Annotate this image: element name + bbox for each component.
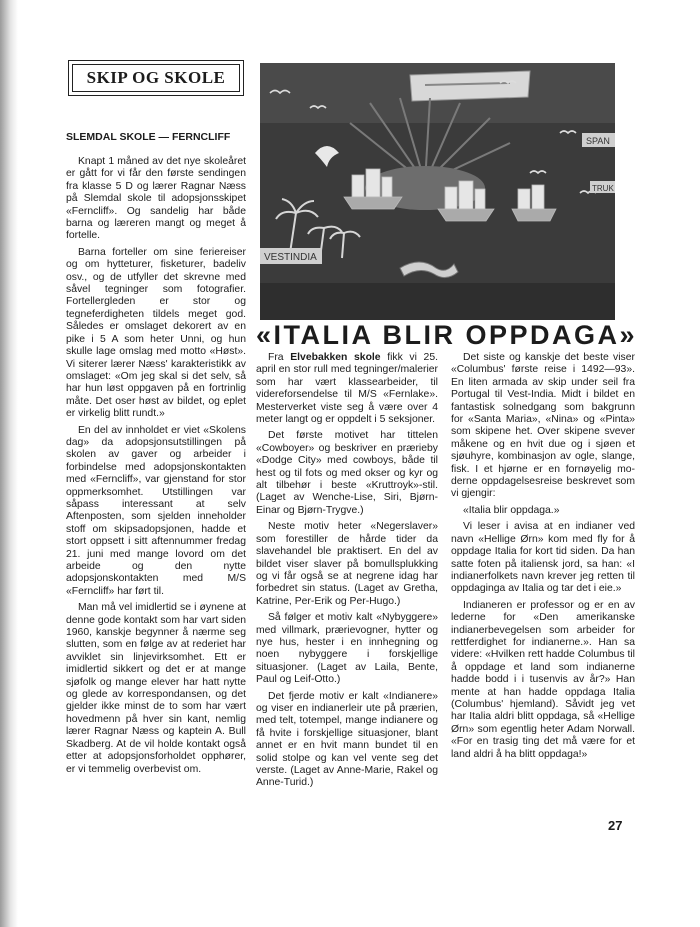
section-title: SKIP OG SKOLE (72, 64, 240, 92)
paragraph: Man må vel imidlertid se i øynene at denne gode kontakt som har vart siden 1960, kanskje begynner å nærme seg slutten, som en følge av at rederiet har avviklet sin linjevirksomhet. Ett er imidlertid sikkert og det er at mange sjøfolk og mange elever har hatt nytte og glede av korrespondansen, og det gjelder ikke minst de to som har vært hovedmenn på hver sin kant, nemlig lærer Ragnar Næss og kaptein A. Bull Skadberg. At de vil holde kontakt også etter at adopsjonsforholdet opphører, er vi temmelig overbevist om. (66, 602, 246, 775)
paragraph: Barna forteller om sine feriereiser og om hytteturer, fisketurer, badeliv osv., og de utfyller det skrevne med såvel tegninger som fotografier. Fortellergleden er stor og tegneferdigheten tildels meget god. Således er omslaget dekorert av en pike i 5 A som heter Unni, og hun skulle lage omslag med motto «Høst». Vi siterer lærer Næss' karakteristikk av omslaget: «Om jeg skal si det selv, så har hun løst oppgaven på en fortrinlig måte. Det oser høst av bildet, og eplet er virkelig blitt rundt.» (66, 246, 246, 420)
page-edge-shadow (0, 0, 18, 927)
article-italia-col2 (256, 352, 438, 794)
section-header-box (68, 60, 244, 96)
paragraph: Det fjerde motiv er kalt «Indianere» og viser en indianerleir ute på prærien, med telt, totempel, mange indianere og få hvite i forskjellige situasjoner, blant annet er en hvit mann bundet til en solid stolpe og kan vel vente seg det verste. (Laget av Anne-Marie, Rakel og Anne-Turid.) (256, 690, 438, 789)
painting-photo (260, 63, 615, 320)
paragraph: Indianeren er professor og er en av lederne for «Den amerikanske indianerbevegelsen som arbeider for rettferdighet for indianerne.». Han sa videre: «Hvilken rett hadde Columbus til å oppdage et land som indianerne hadde bodd i i tusenvis av år?» Han mente at han hadde oppdaga Italia (Columbus' hjemland). Såvidt jeg vet har Italia aldri blitt oppdaga, så «Hellige Ørn» som egentlig heter Adam Norwall. «For en trasig ting det må være for et land aldri å ha blitt oppdaga!» (451, 599, 635, 760)
paragraph: Knapt 1 måned av det nye skoleåret er gått for vi får den første sendingen fra klasse 5 D og lærer Ragnar Næss på Slemdal skole til adopsjonsskipet «Ferncliff». Og sandelig har både barna og læreren mangt og meget å fortelle. (66, 156, 246, 242)
lead-paragraph (256, 352, 438, 426)
paragraph: Neste motiv heter «Negerslaver» som forestiller de hårde tider da slavehandel ble praktisert. En del av bildet viser slaver på bomullsplukking og vi får også se at negrene idag har forbedret sin status. (Laget av Gretha, Katrine, Per-Erik og Per-Hugo.) (256, 521, 438, 607)
columbus-painting-image (260, 63, 615, 320)
painting-banner-text: VESTINDIA (264, 252, 317, 263)
school-name: Elvebakken skole (290, 352, 381, 363)
paragraph: Det første motivet har tittelen «Cowboyer» og beskriver en prærieby «Dodge City» med cowboys, både til hest og til fots og med okser og kyr og alt tilbehør i beste «Kruttroyk»-stil. (Laget av Wenche-Lise, Siri, Bjørn-Einar og Bjørn-Trygve.) (256, 430, 438, 516)
lead-rest: fikk vi 25. april en stor rull med tegninger/malerier som har vært klassearbeider, til videreforsendelse til M/S «Fernlake». Mesterverket viste seg å være over 4 meter langt og er oppdelt i 5 seksjoner. (256, 352, 438, 426)
paragraph: Så følger et motiv kalt «Nybyggere» med villmark, prærievogner, hytter og nye hus, hester i en innhegning og noen nybyggere i forskjellige situasjoner. (Laget av Laila, Bente, Paul og Leif-Otto.) (256, 612, 438, 686)
article-subtitle: SLEMDAL SKOLE — FERNCLIFF (66, 131, 231, 143)
paragraph: Det siste og kanskje det beste viser «Columbus' første reise i 1492—93». En liten armada av skip under seil fra Portugal til Vest-India. Midt i bildet en fantastisk solnedgang som bakgrunn for «Santa Maria», «Nina» og «Pinta» som skipene het. Over skipene svever måkene og en hvit due og i sjøen et sjøuhyre, kombinasjon av ogle, slange, fisk. I et hjørne er en fornøyelig moderne oppdagelsesreise beskrevet som vi gjengir: (451, 352, 635, 500)
article-slemdal (66, 131, 246, 780)
page-number: 27 (608, 818, 623, 833)
painting-sign-left: SPAN (586, 136, 610, 146)
paragraph: Vi leser i avisa at en indianer ved navn «Hellige Ørn» kom med fly for å oppdage Italia for kort tid siden. Da han satte foten på italiensk jord, sa han: «I indianerfolkets navn krever jeg retten til oppdagingа av Italia og tar det i eie.» (451, 521, 635, 595)
paragraph: En del av innholdet er viet «Skolens dag» da adopsjonsutstillingen på skolen av gaver og arbeider i forbindelse med adopsjonskontakten med «Ferncliff», var gjenstand for stor oppmerksomhet. Utstillingen var såpass interessant at selv Aftenposten, som sjelden inneholder stoff om skipsadopsjonen, hadde et stort oppsett i sitt aftennummer fredag 21. juni med mange lovord om det arbeide og den nytte adopsjonskontakten med M/S «Ferncliff» har ført til. (66, 424, 246, 597)
painting-sign-right: TRUK (592, 184, 614, 193)
article-headline: «ITALIA BLIR OPPDAGA» (256, 320, 638, 350)
quote-title: «Italia blir oppdaga.» (463, 504, 560, 516)
lead-prefix: Fra (268, 352, 291, 363)
article-italia-col3 (451, 352, 635, 765)
